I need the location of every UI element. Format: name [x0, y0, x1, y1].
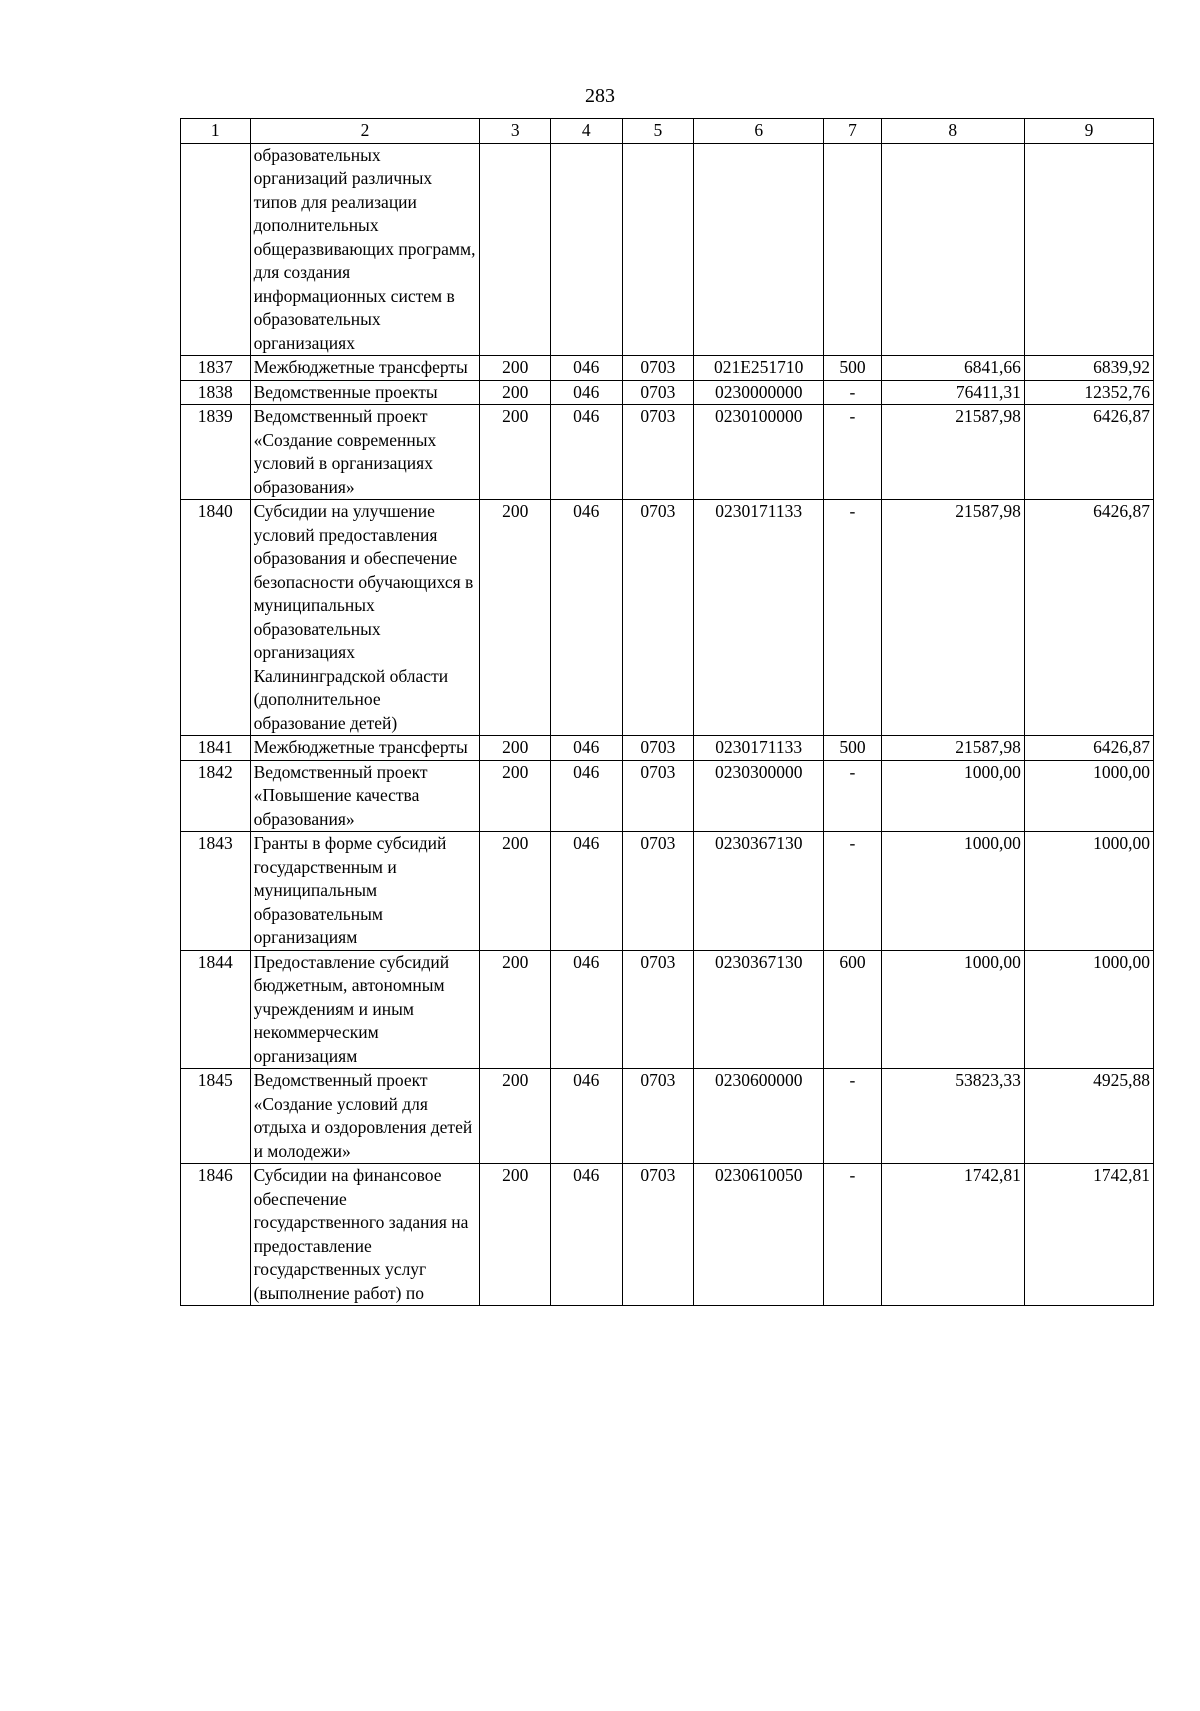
- row-name: Ведомственный проект «Создание условий для отдыха и оздоровления детей и молодежи»: [250, 1069, 480, 1164]
- cell-col5: 0703: [622, 1069, 694, 1164]
- row-name: Предоставление субсидий бюджетным, автономным учреждениям и иным некоммерческим организациям: [250, 950, 480, 1069]
- table-body: [181, 143, 1154, 1306]
- row-name: Гранты в форме субсидий государственным и муниципальным образовательным организациям: [250, 832, 480, 951]
- cell-col3: 200: [480, 760, 551, 832]
- cell-col7: [824, 143, 881, 356]
- table-row: [181, 143, 1154, 356]
- cell-col3: 200: [480, 380, 551, 405]
- cell-col6: 021E251710: [694, 356, 824, 381]
- column-header-2: 2: [250, 119, 480, 144]
- cell-col9: 4925,88: [1024, 1069, 1153, 1164]
- cell-col9: 1000,00: [1024, 950, 1153, 1069]
- cell-col8: 53823,33: [881, 1069, 1024, 1164]
- cell-col7: 500: [824, 736, 881, 761]
- cell-col6: 0230367130: [694, 950, 824, 1069]
- budget-table: [180, 118, 1154, 1306]
- column-header-7: 7: [824, 119, 881, 144]
- row-number: 1843: [181, 832, 251, 951]
- cell-col3: 200: [480, 405, 551, 500]
- cell-col4: 046: [551, 736, 623, 761]
- row-number: 1837: [181, 356, 251, 381]
- row-name: образовательных организаций различных типов для реализации дополнительных общеразвивающих программ, для создания информационных систем в образовательных организациях: [250, 143, 480, 356]
- column-header-3: 3: [480, 119, 551, 144]
- cell-col7: -: [824, 832, 881, 951]
- header-row: [181, 119, 1154, 144]
- cell-col6: 0230171133: [694, 736, 824, 761]
- cell-col4: 046: [551, 356, 623, 381]
- cell-col8: 6841,66: [881, 356, 1024, 381]
- cell-col6: 0230100000: [694, 405, 824, 500]
- table-header: [181, 119, 1154, 144]
- cell-col7: -: [824, 380, 881, 405]
- row-number: 1845: [181, 1069, 251, 1164]
- cell-col8: 76411,31: [881, 380, 1024, 405]
- cell-col5: 0703: [622, 950, 694, 1069]
- cell-col8: 1000,00: [881, 832, 1024, 951]
- cell-col7: 600: [824, 950, 881, 1069]
- cell-col3: 200: [480, 1069, 551, 1164]
- cell-col9: 6426,87: [1024, 736, 1153, 761]
- row-number: 1846: [181, 1164, 251, 1306]
- cell-col3: 200: [480, 1164, 551, 1306]
- cell-col5: 0703: [622, 356, 694, 381]
- column-header-8: 8: [881, 119, 1024, 144]
- cell-col3: 200: [480, 832, 551, 951]
- cell-col5: 0703: [622, 760, 694, 832]
- cell-col4: 046: [551, 1164, 623, 1306]
- row-number: 1839: [181, 405, 251, 500]
- row-number: [181, 143, 251, 356]
- row-number: 1841: [181, 736, 251, 761]
- cell-col4: 046: [551, 500, 623, 736]
- table-row: [181, 736, 1154, 761]
- cell-col5: 0703: [622, 832, 694, 951]
- table-row: [181, 405, 1154, 500]
- table-row: [181, 760, 1154, 832]
- column-header-6: 6: [694, 119, 824, 144]
- cell-col3: 200: [480, 950, 551, 1069]
- cell-col7: -: [824, 405, 881, 500]
- row-name: Ведомственные проекты: [250, 380, 480, 405]
- cell-col8: 1000,00: [881, 760, 1024, 832]
- table-row: [181, 832, 1154, 951]
- cell-col5: 0703: [622, 1164, 694, 1306]
- cell-col8: 21587,98: [881, 405, 1024, 500]
- cell-col9: 12352,76: [1024, 380, 1153, 405]
- row-name: Субсидии на улучшение условий предоставления образования и обеспечение безопасности обучающихся в муниципальных образовательных организациях Калининградской области (дополнительное образование детей): [250, 500, 480, 736]
- cell-col5: [622, 143, 694, 356]
- cell-col4: 046: [551, 1069, 623, 1164]
- column-header-5: 5: [622, 119, 694, 144]
- column-header-4: 4: [551, 119, 623, 144]
- table-row: [181, 380, 1154, 405]
- cell-col4: [551, 143, 623, 356]
- cell-col8: 1000,00: [881, 950, 1024, 1069]
- table-row: [181, 1164, 1154, 1306]
- cell-col9: 1000,00: [1024, 760, 1153, 832]
- row-number: 1840: [181, 500, 251, 736]
- cell-col4: 046: [551, 950, 623, 1069]
- column-header-9: 9: [1024, 119, 1153, 144]
- table-row: [181, 500, 1154, 736]
- cell-col9: 6839,92: [1024, 356, 1153, 381]
- cell-col8: 21587,98: [881, 736, 1024, 761]
- cell-col9: 1000,00: [1024, 832, 1153, 951]
- table-row: [181, 1069, 1154, 1164]
- column-header-1: 1: [181, 119, 251, 144]
- cell-col7: -: [824, 1069, 881, 1164]
- row-name: Ведомственный проект «Создание современных условий в организациях образования»: [250, 405, 480, 500]
- row-name: Ведомственный проект «Повышение качества образования»: [250, 760, 480, 832]
- page-number: 283: [585, 85, 615, 107]
- cell-col9: [1024, 143, 1153, 356]
- cell-col8: 21587,98: [881, 500, 1024, 736]
- cell-col7: 500: [824, 356, 881, 381]
- row-number: 1838: [181, 380, 251, 405]
- cell-col3: 200: [480, 736, 551, 761]
- cell-col9: 6426,87: [1024, 405, 1153, 500]
- row-number: 1842: [181, 760, 251, 832]
- cell-col3: [480, 143, 551, 356]
- row-name: Межбюджетные трансферты: [250, 736, 480, 761]
- row-name: Субсидии на финансовое обеспечение государственного задания на предоставление государственных услуг (выполнение работ) по: [250, 1164, 480, 1306]
- table-row: [181, 356, 1154, 381]
- cell-col6: 0230000000: [694, 380, 824, 405]
- cell-col6: 0230600000: [694, 1069, 824, 1164]
- cell-col3: 200: [480, 500, 551, 736]
- cell-col6: 0230300000: [694, 760, 824, 832]
- cell-col9: 1742,81: [1024, 1164, 1153, 1306]
- cell-col6: 0230610050: [694, 1164, 824, 1306]
- cell-col4: 046: [551, 760, 623, 832]
- cell-col7: -: [824, 1164, 881, 1306]
- row-name: Межбюджетные трансферты: [250, 356, 480, 381]
- cell-col7: -: [824, 760, 881, 832]
- cell-col5: 0703: [622, 380, 694, 405]
- cell-col8: [881, 143, 1024, 356]
- cell-col7: -: [824, 500, 881, 736]
- cell-col4: 046: [551, 380, 623, 405]
- cell-col9: 6426,87: [1024, 500, 1153, 736]
- cell-col6: 0230367130: [694, 832, 824, 951]
- cell-col5: 0703: [622, 405, 694, 500]
- cell-col8: 1742,81: [881, 1164, 1024, 1306]
- cell-col4: 046: [551, 832, 623, 951]
- cell-col3: 200: [480, 356, 551, 381]
- cell-col6: [694, 143, 824, 356]
- cell-col5: 0703: [622, 736, 694, 761]
- cell-col4: 046: [551, 405, 623, 500]
- cell-col6: 0230171133: [694, 500, 824, 736]
- table-row: [181, 950, 1154, 1069]
- row-number: 1844: [181, 950, 251, 1069]
- cell-col5: 0703: [622, 500, 694, 736]
